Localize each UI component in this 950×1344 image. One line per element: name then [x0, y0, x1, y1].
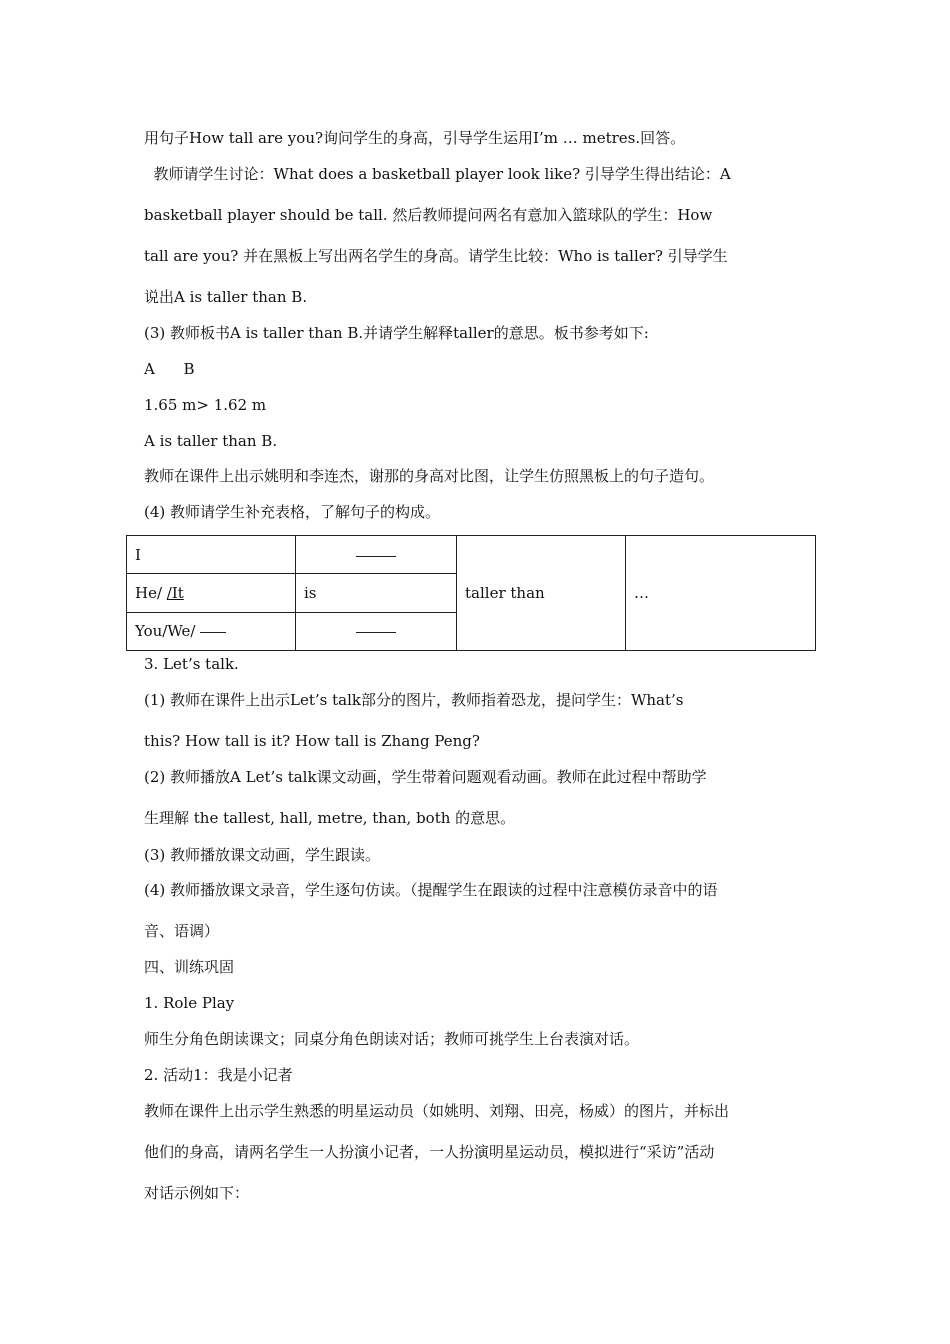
line-15: (2) 教师播放A Let’s talk课文动画，学生带着问题观看动画。教师在此过程中帮助学 [144, 768, 707, 786]
line-7: A B [144, 360, 195, 378]
line-25: 他们的身高，请两名学生一人扮演小记者，一人扮演明星运动员，模拟进行“采访”活动 [144, 1143, 715, 1161]
line-24: 教师在课件上出示学生熟悉的明星运动员（如姚明、刘翔、田亮，杨威）的图片，并标出 [144, 1102, 730, 1120]
line-19: 音、语调） [144, 922, 220, 940]
table-cell-i: I [127, 536, 296, 574]
line-10: 教师在课件上出示姚明和李连杰，谢那的身高对比图，让学生仿照黑板上的句子造句。 [144, 467, 715, 485]
line-1: 用句子How tall are you?询问学生的身高，引导学生运用I’m … metres.回答。 [144, 129, 686, 147]
line-12: 3. Let’s talk. [144, 655, 239, 673]
line-5: 说出A is taller than B. [144, 288, 308, 306]
line-2: 教师请学生讨论：What does a basketball player look like? 引导学生得出结论：A [144, 165, 731, 183]
line-3: basketball player should be tall. 然后教师提问两名有意加入篮球队的学生：How [144, 206, 713, 224]
table-blank-cell [296, 536, 457, 574]
line-26: 对话示例如下： [144, 1184, 250, 1202]
line-11: (4) 教师请学生补充表格，了解句子的构成。 [144, 503, 441, 521]
line-23: 2. 活动1：我是小记者 [144, 1066, 293, 1084]
table-cell-is: is [296, 574, 457, 612]
table-cell-he-it: He/ /It [127, 574, 296, 612]
line-18: (4) 教师播放课文录音，学生逐句仿读。（提醒学生在跟读的过程中注意模仿录音中的语 [144, 881, 718, 899]
line-6: (3) 教师板书A is taller than B.并请学生解释taller的意思。板书参考如下: [144, 324, 649, 342]
table-cell-you-we: You/We/ [127, 612, 296, 650]
line-22: 师生分角色朗读课文；同桌分角色朗读对话；教师可挑学生上台表演对话。 [144, 1030, 640, 1048]
line-13: (1) 教师在课件上出示Let’s talk部分的图片，教师指着恐龙，提问学生：What’s [144, 691, 684, 709]
line-16: 生理解 the tallest, hall, metre, than, both 的意思。 [144, 809, 516, 827]
line-14: this? How tall is it? How tall is Zhang Peng? [144, 732, 480, 750]
line-9: A is taller than B. [144, 432, 278, 450]
line-17: (3) 教师播放课文动画，学生跟读。 [144, 846, 381, 864]
table-cell-taller-than: taller than [457, 536, 626, 651]
line-21: 1. Role Play [144, 994, 235, 1012]
table-blank-cell [296, 612, 457, 650]
sentence-structure-table [126, 535, 816, 651]
line-4: tall are you? 并在黑板上写出两名学生的身高。请学生比较：Who is taller? 引导学生 [144, 247, 728, 265]
section-heading: 四、训练巩固 [144, 958, 235, 976]
line-8: 1.65 m> 1.62 m [144, 396, 267, 414]
table-cell-ellipsis: … [626, 536, 816, 651]
